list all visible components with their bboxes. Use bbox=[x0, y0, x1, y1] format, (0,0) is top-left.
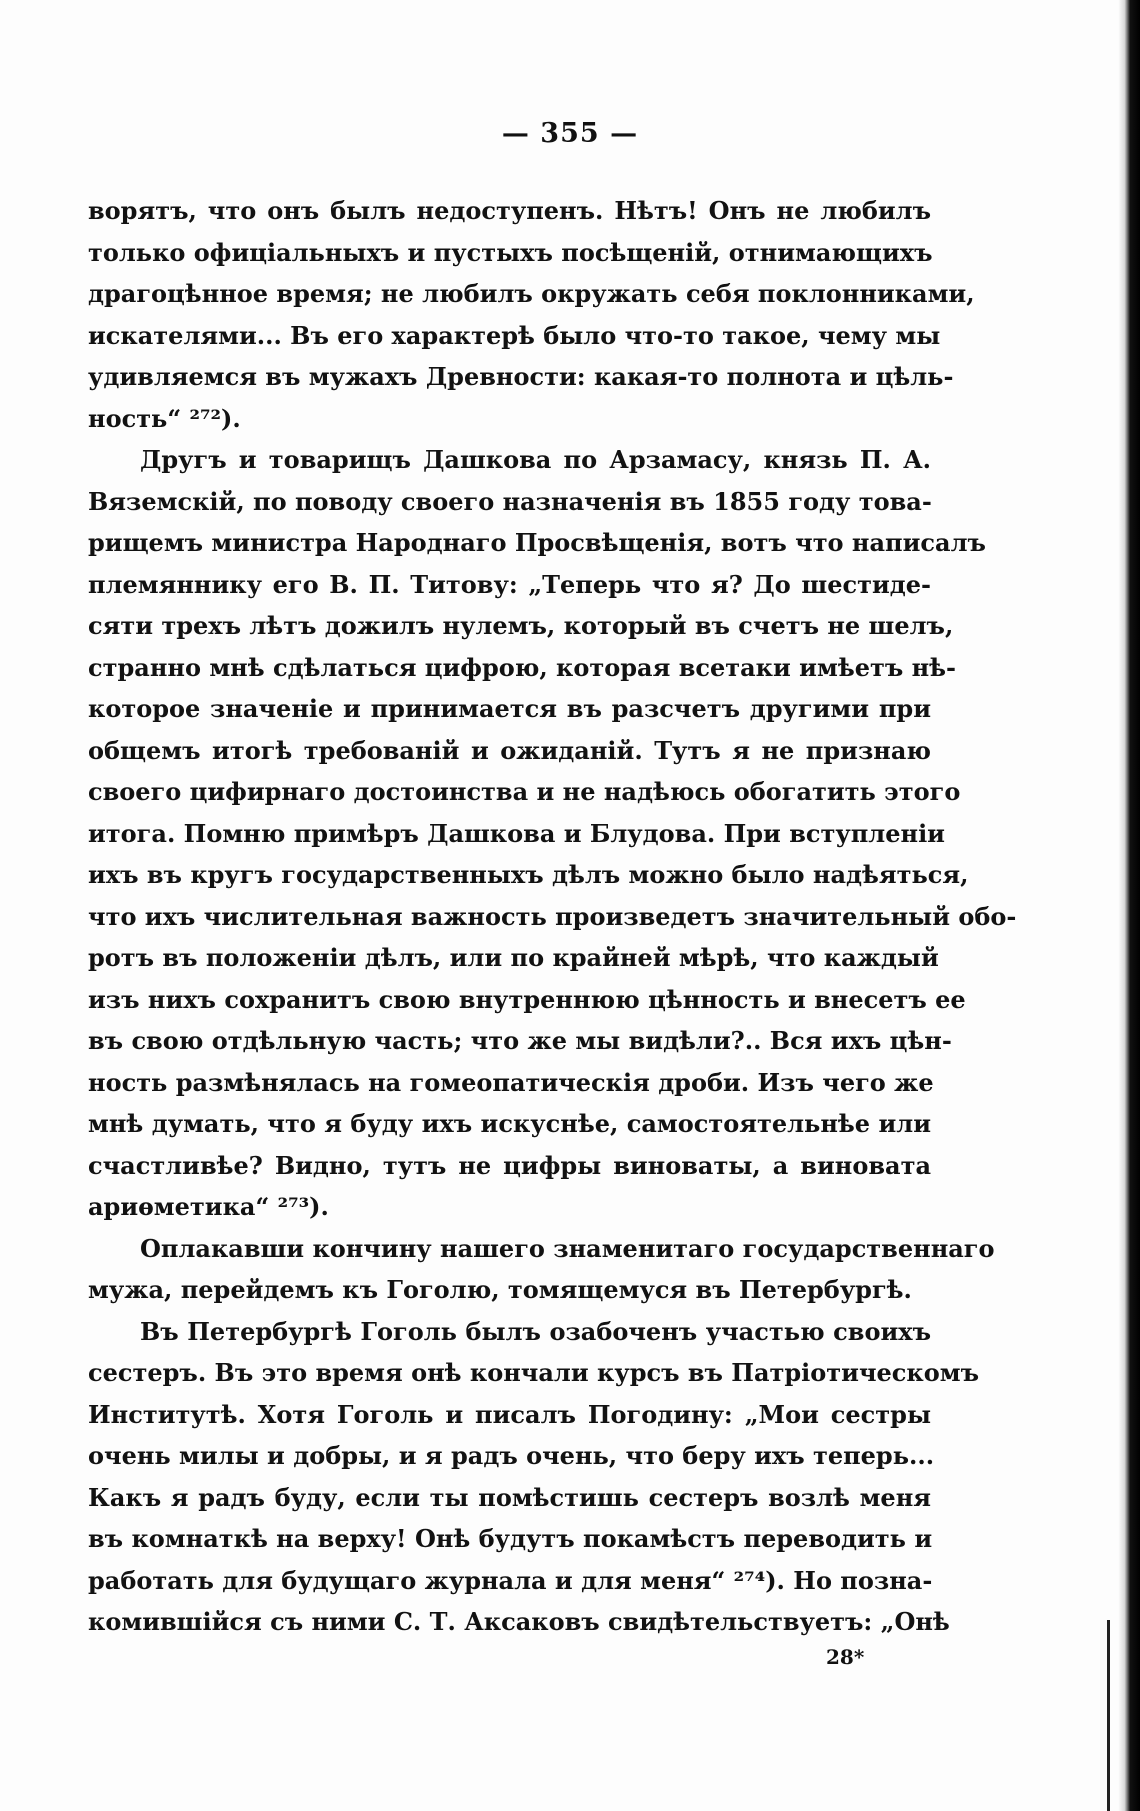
text-line: племяннику его В. П. Титову: „Теперь что я? До шестиде- bbox=[88, 569, 931, 599]
text-line: Какъ я радъ буду, если ты помѣстишь сестеръ возлѣ меня bbox=[88, 1482, 931, 1512]
text-line: итога. Помню примѣръ Дашкова и Блудова. При вступленіи bbox=[88, 818, 945, 848]
text-line: сестеръ. Въ это время онѣ кончали курсъ въ Патріотическомъ bbox=[88, 1358, 980, 1387]
body-text bbox=[88, 190, 1017, 1643]
text-line: мнѣ думать, что я буду ихъ искуснѣе, самостоятельнѣе или bbox=[88, 1109, 931, 1138]
text-line: удивляемся въ мужахъ Древности: какая-то полнота и цѣль- bbox=[88, 362, 954, 391]
scan-edge-line bbox=[1107, 1620, 1110, 1811]
signature-mark: 28* bbox=[826, 1645, 865, 1669]
text-line: счастливѣе? Видно, тутъ не цифры виноваты, а виновата bbox=[88, 1150, 931, 1180]
text-line: работать для будущаго журнала и для меня“ ²⁷⁴). Но позна- bbox=[88, 1565, 933, 1595]
text-line: сяти трехъ лѣтъ дожилъ нулемъ, который въ счетъ не шелъ, bbox=[88, 611, 954, 640]
text-line: въ свою отдѣльную часть; что же мы видѣли?.. Вся ихъ цѣн- bbox=[88, 1026, 952, 1055]
text-line: странно мнѣ сдѣлаться цифрою, которая всетаки имѣетъ нѣ- bbox=[88, 652, 956, 682]
text-line: своего цифирнаго достоинства и не надѣюсь обогатить этого bbox=[88, 777, 961, 806]
text-line: ихъ въ кругъ государственныхъ дѣлъ можно было надѣяться, bbox=[88, 860, 969, 889]
text-line: что ихъ числительная важность произведетъ значительный обо- bbox=[88, 901, 1017, 931]
scan-edge-shadow bbox=[1118, 0, 1140, 1811]
page-number: — 355 — bbox=[501, 118, 639, 149]
paragraph-start-line: Оплакавши кончину нашего знаменитаго государственнаго bbox=[140, 1233, 995, 1263]
text-line: въ комнаткѣ на верху! Онѣ будутъ покамѣстъ переводить и bbox=[88, 1524, 933, 1553]
text-line: ность размѣнялась на гомеопатическія дроби. Изъ чего же bbox=[88, 1067, 934, 1097]
text-line: Вяземскій, по поводу своего назначенія въ 1855 году това- bbox=[88, 486, 932, 516]
paragraph-start-line: Другъ и товарищъ Дашкова по Арзамасу, князь П. А. bbox=[140, 445, 931, 474]
text-line: которое значеніе и принимается въ разсчетъ другими при bbox=[88, 694, 931, 723]
text-line: очень милы и добры, и я радъ очень, что беру ихъ теперь... bbox=[88, 1441, 935, 1470]
paragraph-start-line: Въ Петербургѣ Гоголь былъ озабоченъ участью своихъ bbox=[140, 1316, 931, 1346]
text-line: ность“ ²⁷²). bbox=[88, 403, 241, 433]
text-line: общемъ итогѣ требованій и ожиданій. Тутъ я не признаю bbox=[88, 735, 931, 765]
text-line: ариѳметика“ ²⁷³). bbox=[88, 1192, 329, 1221]
text-line: ротъ въ положеніи дѣлъ, или по крайней мѣрѣ, что каждый bbox=[88, 943, 939, 972]
text-line: комившійся съ ними С. Т. Аксаковъ свидѣтельствуетъ: „Онѣ bbox=[88, 1607, 950, 1636]
text-line: искателями... Въ его характерѣ было что-то такое, чему мы bbox=[88, 320, 941, 350]
text-line: драгоцѣнное время; не любилъ окружать себя поклонниками, bbox=[88, 279, 975, 308]
text-line: мужа, перейдемъ къ Гоголю, томящемуся въ Петербургѣ. bbox=[88, 1275, 912, 1304]
text-line: ворятъ, что онъ былъ недоступенъ. Нѣтъ! Онъ не любилъ bbox=[88, 196, 931, 225]
text-line: изъ нихъ сохранитъ свою внутреннюю цѣнность и внесетъ ее bbox=[88, 984, 966, 1014]
text-line: Институтѣ. Хотя Гоголь и писалъ Погодину: „Мои сестры bbox=[88, 1399, 931, 1429]
text-line: рищемъ министра Народнаго Просвѣщенія, вотъ что написалъ bbox=[88, 528, 986, 557]
text-line: только офиціальныхъ и пустыхъ посѣщеній, отнимающихъ bbox=[88, 237, 933, 267]
